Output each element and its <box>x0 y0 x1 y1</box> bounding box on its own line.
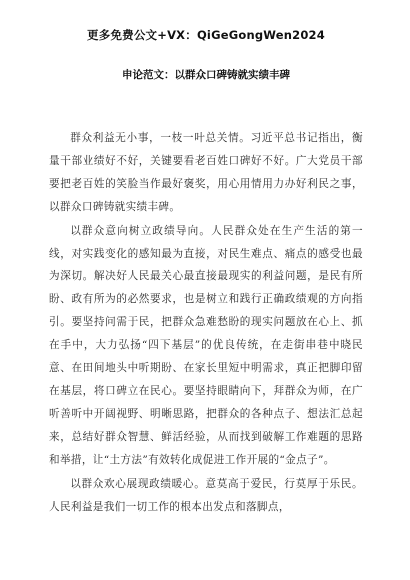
paragraph-intro: 群众利益无小事，一枝一叶总关情。习近平总书记指出，衡量干部业绩好不好，关键要看老百姓口碑好不好。广大党员干部要把老百姓的笑脸当作最好褒奖，用心用情用力办好利民之事，以群众口碑铸就实绩丰碑。 <box>49 132 363 213</box>
paragraph-section-one: 以群众意向树立政绩导向。人民群众处在生产生活的第一线，对实践变化的感知最为直接，对民生难点、痛点的感受也最为深切。解决好人民最关心最直接最现实的利益问题，是民有所盼、政有所为的必然要求，也是树立和践行正确政绩观的方向指引。要坚持问需于民，把群众急难愁盼的现实问题放在心上、抓在手中，大力弘扬“四下基层”的优良传统，在走街串巷中晓民意、在田间地头中听期盼、在家长里短中明需求，真正把脚印留在基层，将口碑立在民心。要坚持眼睛向下，拜群众为师，在广听善听中开阔视野、明晰思路，把群众的各种点子、想法汇总起来，总结好群众智慧、鲜活经验，从而找到破解工作难题的思路和举措，让“土方法”有效转化成促进工作开展的“金点子”。 <box>49 224 363 466</box>
document-body <box>49 127 363 518</box>
document-title: 申论范文：以群众口碑铸就实绩丰碑 <box>122 69 290 81</box>
watermark-header: 更多免费公文+VX：QiGeGongWen2024 <box>87 28 325 42</box>
paragraph-section-two: 以群众欢心展现政绩暖心。意莫高于爱民，行莫厚于乐民。人民利益是我们一切工作的根本出发点和落脚点， <box>49 477 363 513</box>
